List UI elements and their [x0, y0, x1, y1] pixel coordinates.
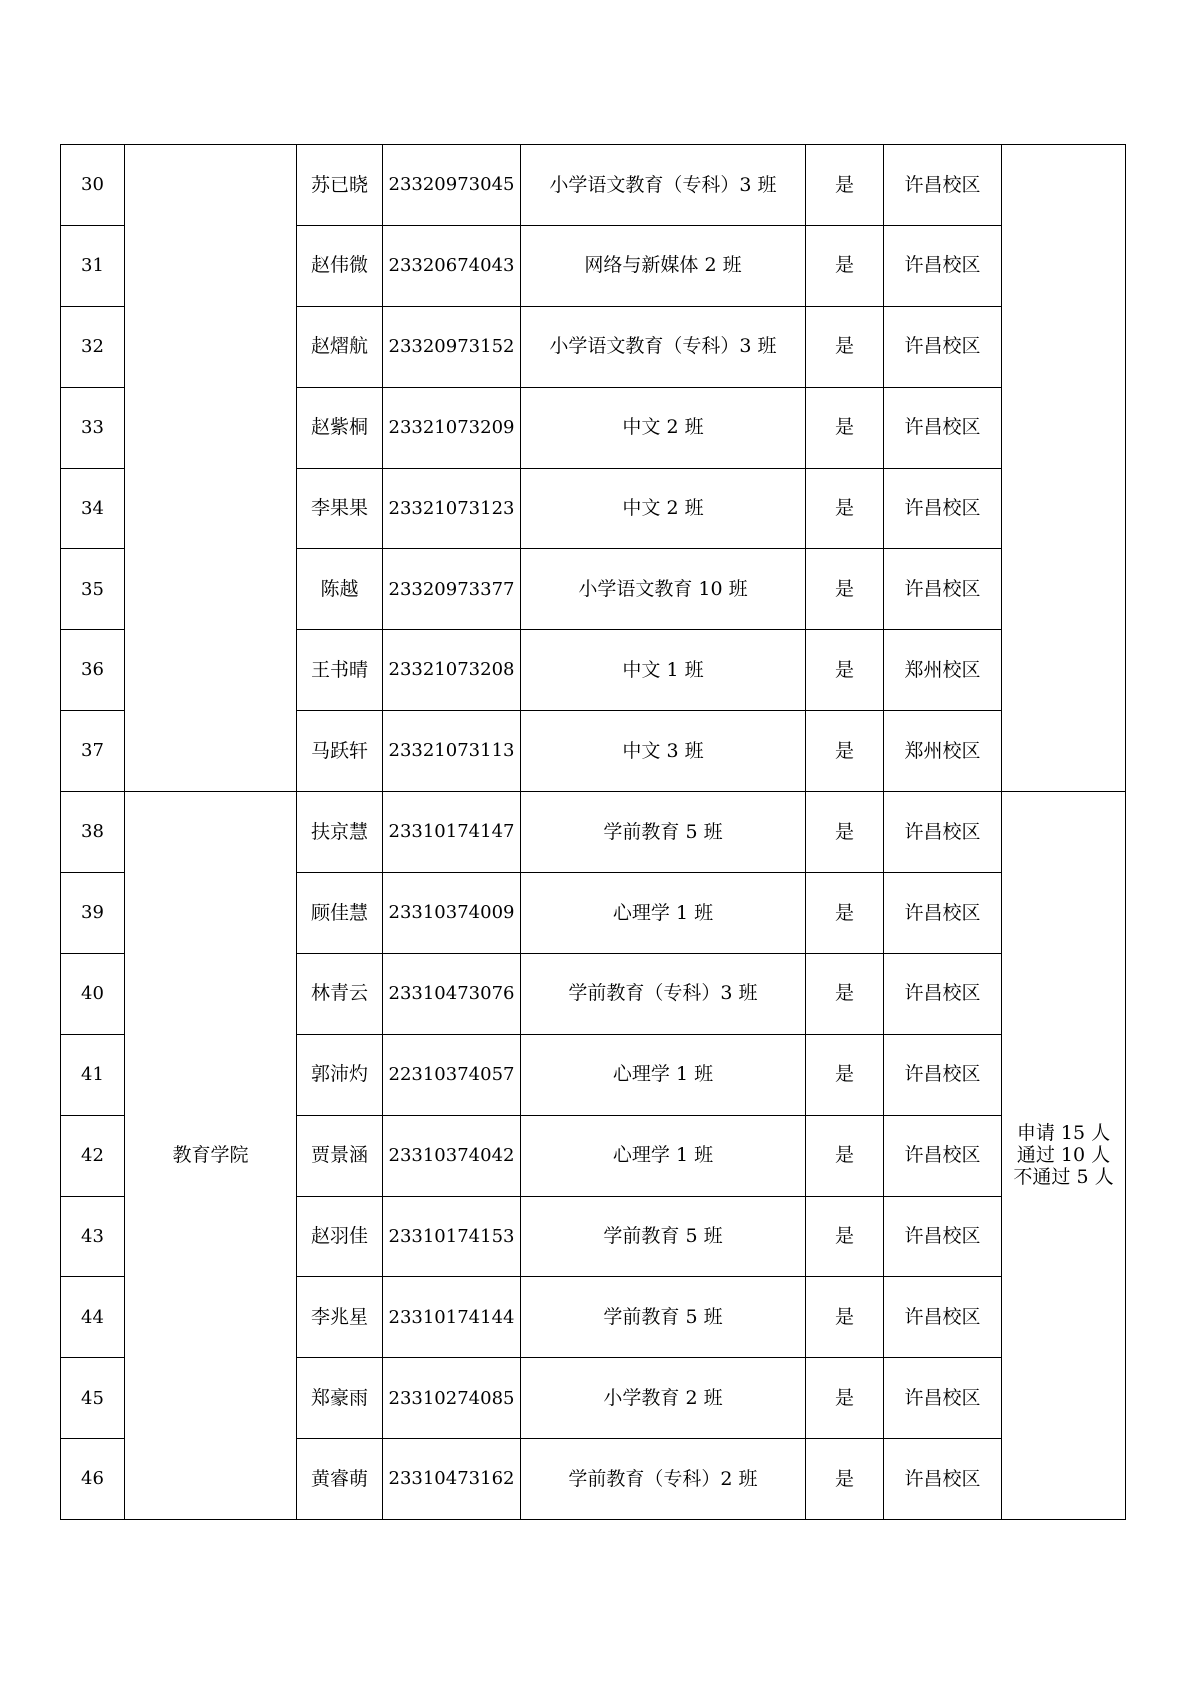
table-row	[61, 145, 1126, 226]
campus-name: 许昌校区	[884, 306, 1002, 387]
campus-name: 许昌校区	[884, 1115, 1002, 1196]
row-number: 39	[61, 873, 125, 954]
student-name: 赵羽佳	[297, 1196, 383, 1277]
campus-name: 许昌校区	[884, 468, 1002, 549]
campus-name: 许昌校区	[884, 873, 1002, 954]
eligibility-flag: 是	[806, 306, 884, 387]
student-name: 顾佳慧	[297, 873, 383, 954]
eligibility-flag: 是	[806, 873, 884, 954]
eligibility-flag: 是	[806, 1034, 884, 1115]
campus-name: 许昌校区	[884, 953, 1002, 1034]
campus-name: 郑州校区	[884, 630, 1002, 711]
student-id: 23310374009	[383, 873, 521, 954]
class-name: 小学教育 2 班	[521, 1358, 806, 1439]
summary-line: 申请 15 人	[1016, 1121, 1111, 1144]
eligibility-flag: 是	[806, 711, 884, 792]
student-name: 扶京慧	[297, 792, 383, 873]
student-name: 李果果	[297, 468, 383, 549]
eligibility-flag: 是	[806, 468, 884, 549]
student-id: 23310174144	[383, 1277, 521, 1358]
class-name: 网络与新媒体 2 班	[521, 225, 806, 306]
class-name: 中文 2 班	[521, 468, 806, 549]
row-number: 32	[61, 306, 125, 387]
student-name: 黄睿萌	[297, 1439, 383, 1520]
student-id: 23320973045	[383, 145, 521, 226]
row-number: 38	[61, 792, 125, 873]
eligibility-flag: 是	[806, 1115, 884, 1196]
eligibility-flag: 是	[806, 1439, 884, 1520]
class-name: 心理学 1 班	[521, 873, 806, 954]
eligibility-flag: 是	[806, 549, 884, 630]
student-id: 23321073209	[383, 387, 521, 468]
eligibility-flag: 是	[806, 1277, 884, 1358]
college-name	[125, 145, 297, 792]
class-name: 中文 2 班	[521, 387, 806, 468]
student-id: 23310473162	[383, 1439, 521, 1520]
student-id: 23310473076	[383, 953, 521, 1034]
class-name: 中文 3 班	[521, 711, 806, 792]
student-id: 23321073113	[383, 711, 521, 792]
student-name: 郭沛灼	[297, 1034, 383, 1115]
row-number: 44	[61, 1277, 125, 1358]
student-id: 22310374057	[383, 1034, 521, 1115]
review-summary	[1002, 145, 1126, 792]
eligibility-flag: 是	[806, 953, 884, 1034]
row-number: 41	[61, 1034, 125, 1115]
class-name: 心理学 1 班	[521, 1034, 806, 1115]
class-name: 学前教育 5 班	[521, 1277, 806, 1358]
review-summary	[1002, 792, 1126, 1520]
college-name: 教育学院	[125, 792, 297, 1520]
row-number: 34	[61, 468, 125, 549]
row-number: 37	[61, 711, 125, 792]
eligibility-flag: 是	[806, 792, 884, 873]
campus-name: 许昌校区	[884, 387, 1002, 468]
campus-name: 许昌校区	[884, 145, 1002, 226]
summary-line: 不通过 5 人	[1013, 1165, 1114, 1188]
eligibility-flag: 是	[806, 1196, 884, 1277]
student-name: 赵紫桐	[297, 387, 383, 468]
campus-name: 许昌校区	[884, 1196, 1002, 1277]
student-id: 23310174153	[383, 1196, 521, 1277]
student-name: 赵伟微	[297, 225, 383, 306]
eligibility-flag: 是	[806, 630, 884, 711]
campus-name: 许昌校区	[884, 549, 1002, 630]
row-number: 33	[61, 387, 125, 468]
student-id: 23321073123	[383, 468, 521, 549]
class-name: 小学语文教育（专科）3 班	[521, 306, 806, 387]
class-name: 小学语文教育（专科）3 班	[521, 145, 806, 226]
student-roster-table	[60, 144, 1126, 1520]
student-id: 23320973377	[383, 549, 521, 630]
student-id: 23321073208	[383, 630, 521, 711]
class-name: 心理学 1 班	[521, 1115, 806, 1196]
student-name: 苏已晓	[297, 145, 383, 226]
student-id: 23310274085	[383, 1358, 521, 1439]
row-number: 42	[61, 1115, 125, 1196]
row-number: 40	[61, 953, 125, 1034]
student-name: 林青云	[297, 953, 383, 1034]
eligibility-flag: 是	[806, 1358, 884, 1439]
row-number: 36	[61, 630, 125, 711]
class-name: 学前教育（专科）3 班	[521, 953, 806, 1034]
row-number: 43	[61, 1196, 125, 1277]
class-name: 小学语文教育 10 班	[521, 549, 806, 630]
student-name: 郑豪雨	[297, 1358, 383, 1439]
class-name: 学前教育（专科）2 班	[521, 1439, 806, 1520]
student-id: 23320674043	[383, 225, 521, 306]
campus-name: 许昌校区	[884, 225, 1002, 306]
student-id: 23310374042	[383, 1115, 521, 1196]
campus-name: 许昌校区	[884, 792, 1002, 873]
campus-name: 许昌校区	[884, 1358, 1002, 1439]
campus-name: 许昌校区	[884, 1034, 1002, 1115]
summary-line: 通过 10 人	[1016, 1143, 1111, 1166]
row-number: 46	[61, 1439, 125, 1520]
eligibility-flag: 是	[806, 225, 884, 306]
campus-name: 许昌校区	[884, 1277, 1002, 1358]
campus-name: 郑州校区	[884, 711, 1002, 792]
class-name: 学前教育 5 班	[521, 1196, 806, 1277]
student-id: 23310174147	[383, 792, 521, 873]
student-name: 赵熠航	[297, 306, 383, 387]
row-number: 35	[61, 549, 125, 630]
student-id: 23320973152	[383, 306, 521, 387]
student-name: 马跃轩	[297, 711, 383, 792]
roster-body	[61, 145, 1126, 1520]
row-number: 30	[61, 145, 125, 226]
class-name: 中文 1 班	[521, 630, 806, 711]
table-row	[61, 792, 1126, 873]
student-name: 贾景涵	[297, 1115, 383, 1196]
eligibility-flag: 是	[806, 145, 884, 226]
student-name: 王书晴	[297, 630, 383, 711]
row-number: 31	[61, 225, 125, 306]
student-name: 李兆星	[297, 1277, 383, 1358]
eligibility-flag: 是	[806, 387, 884, 468]
campus-name: 许昌校区	[884, 1439, 1002, 1520]
row-number: 45	[61, 1358, 125, 1439]
student-name: 陈越	[297, 549, 383, 630]
class-name: 学前教育 5 班	[521, 792, 806, 873]
